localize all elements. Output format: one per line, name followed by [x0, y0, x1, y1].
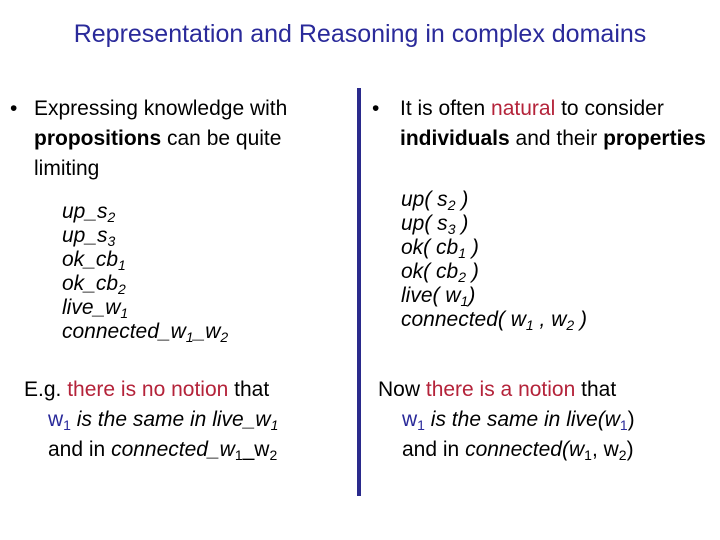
left-prop-line: $ok\_cb_1$	[62, 248, 126, 273]
right-pred-line: up( $s_3$ )	[401, 212, 469, 237]
left-bullet-bold: propositions	[34, 127, 162, 150]
left-prop-line: $ok\_cb_2$	[62, 272, 126, 297]
right-bullet-highlight: natural	[491, 97, 556, 120]
left-example-highlight: there is no notion	[67, 378, 229, 401]
left-bullet-text-1: Expressing knowledge with	[34, 97, 288, 120]
right-example-highlight: there is a notion	[425, 378, 576, 401]
right-pred-line: live( $w_1$)	[401, 284, 476, 309]
left-example: E.g. there is no notion that $w_1$ is the same in $live\_w_1$ and in $connected\_w_1\_w_2$	[24, 378, 279, 463]
left-propositions-list	[62, 200, 228, 344]
left-prop-line: $up\_s_3$	[62, 224, 116, 249]
right-example: Now there is a notion that $w_1$ is the same in $live(w_1)$ and in $connected(w_1$, $w_2$)	[378, 378, 635, 463]
left-bullet	[10, 94, 340, 184]
right-pred-line: connected( $w_1$ , $w_2$ )	[401, 308, 587, 333]
left-bullet-text-2: can be quite limiting	[34, 127, 282, 180]
left-prop-line: $live\_w_1$	[62, 296, 129, 321]
left-prop-line: $connected\_w_1\_w_2$	[62, 320, 229, 345]
right-bullet: • It is often natural to consider individuals and their properties	[372, 94, 717, 154]
column-divider	[357, 88, 361, 496]
slide-title: Representation and Reasoning in complex domains	[73, 20, 647, 48]
right-predicates-list	[401, 188, 587, 332]
bullet-dot: •	[372, 97, 380, 120]
left-prop-line: $up\_s_2$	[62, 200, 116, 225]
right-pred-line: ok( $cb_1$ )	[401, 236, 479, 261]
right-pred-line: up( $s_2$ )	[401, 188, 469, 213]
right-pred-line: ok( $cb_2$ )	[401, 260, 479, 285]
bullet-dot: •	[10, 97, 18, 120]
